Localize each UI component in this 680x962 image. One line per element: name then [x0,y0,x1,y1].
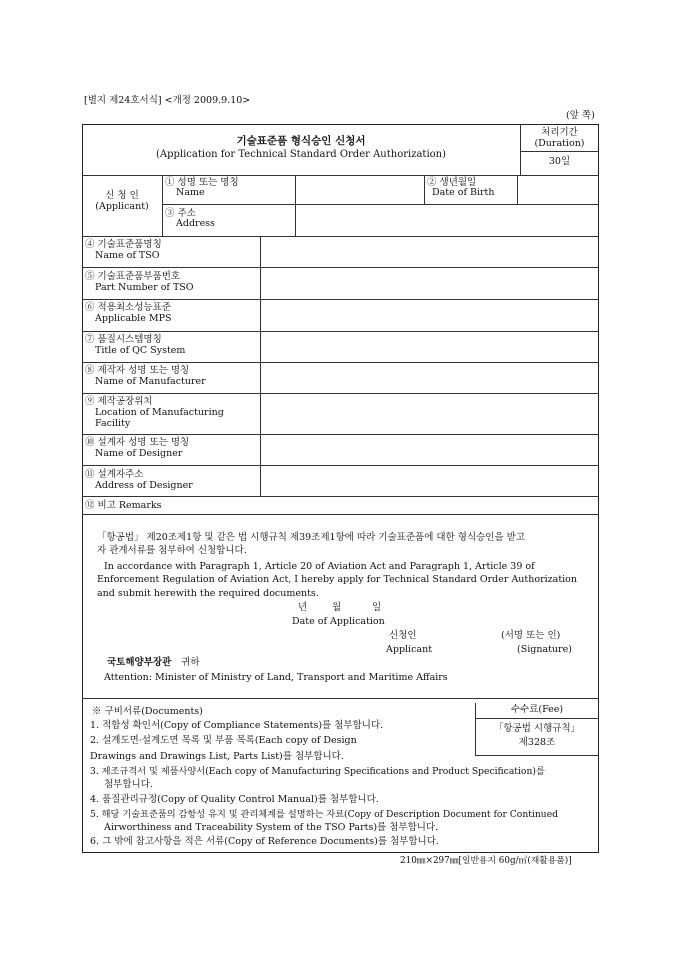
field-designer-address-ko: ⑪ 설계자주소 [85,469,144,480]
field-qc-en: Title of QC System [95,345,186,356]
applicant-address-ko: ③ 주소 [165,208,196,219]
applicant-sign-ko: 신청인 [389,630,417,641]
field-tso-name-en: Name of TSO [95,250,160,261]
remarks-label: ⑫ 비고 Remarks [85,500,162,511]
field-designer-en: Name of Designer [95,448,183,459]
field-designer-ko: ⑩ 설계자 성명 또는 명칭 [85,437,190,448]
document-item-1: 1. 적합성 확인서(Copy of Compliance Statements)를 첨부합니다. [90,720,384,731]
field-mps-ko: ⑥ 적용최소성능표준 [85,302,171,313]
field-manufacturer-ko: ⑧ 제작자 성명 또는 명칭 [85,365,190,376]
duration-value: 30일 [548,156,571,167]
fee-label: 수수료(Fee) [510,704,564,715]
documents-title: ※ 구비서류(Documents) [92,706,203,717]
declaration-ko-2: 자 관계서류를 첨부하여 신청합니다. [97,545,247,556]
date-en-label: Date of Application [292,616,385,627]
declaration-en-3: and submit herewith the required documents. [97,588,319,599]
recipient-ko: 국토해양부장관 귀하 [107,657,200,668]
paper-spec-footer: 210㎜×297㎜[일반용지 60g/㎡(재활용품)] [400,856,572,866]
date-day-label: 일 [372,602,382,613]
applicant-dob-en: Date of Birth [432,187,495,198]
document-item-2-cont: Drawings and Drawings List, Parts List)를 첨부합니다. [90,751,344,762]
field-facility-ko: ⑨ 제작공장위치 [85,396,153,407]
applicant-address-en: Address [176,218,215,229]
field-facility-en2: Facility [95,418,131,429]
page-side-label: (앞 쪽) [566,110,595,121]
document-item-5: 5. 해당 기술표준품의 감항성 유지 및 관리체계를 설명하는 자료(Copy of Description Document for Continued [90,809,559,820]
fee-article: 제328조 [518,737,556,748]
duration-label-en: (Duration) [534,138,585,149]
recipient-en: Attention: Minister of Ministry of Land, Transport and Maritime Affairs [104,672,448,683]
declaration-ko-1: 「항공법」 제20조제1항 및 같은 법 시행규칙 제39조제1항에 따라 기술표준품에 대한 형식승인을 받고 [97,532,526,543]
field-designer-address-en: Address of Designer [95,480,193,491]
signature-en: (Signature) [517,644,572,655]
field-mps-en: Applicable MPS [95,313,172,324]
signature-ko: (서명 또는 인) [501,630,561,641]
field-qc-ko: ⑦ 품질시스템명칭 [85,334,162,345]
date-year-label: 년 [298,602,308,613]
applicant-dob-ko: ② 생년월일 [427,177,477,188]
duration-label-ko: 처리기간 [541,127,578,138]
title-ko: 기술표준품 형식승인 신청서 [236,135,366,147]
date-month-label: 월 [332,602,342,613]
document-item-2: 2. 설계도면·설계도면 목록 및 부품 목록(Each copy of Design [90,735,357,746]
applicant-name-ko: ① 성명 또는 명칭 [165,177,239,188]
document-item-4: 4. 품질관리규정(Copy of Quality Control Manual)를 첨부합니다. [90,794,379,805]
form-number: [별지 제24호서식] <개정 2009.9.10> [84,95,251,106]
field-tso-part-en: Part Number of TSO [95,282,194,293]
declaration-en-1: In accordance with Paragraph 1, Article 20 of Aviation Act and Paragraph 1, Article 39 of [104,561,535,572]
fee-law: 「항공법 시행규칙」 [493,723,581,734]
document-item-5-cont: Airworthiness and Traceability System of the TSO Parts)를 첨부합니다. [104,822,439,833]
document-item-3-cont: 첨부합니다. [104,779,153,790]
title-en: (Application for Technical Standard Order Authorization) [155,149,447,160]
applicant-name-en: Name [176,187,205,198]
field-tso-name-ko: ④ 기술표준품명칭 [85,239,162,250]
document-item-6: 6. 그 밖에 참고사항을 적은 서류(Copy of Reference Documents)를 첨부합니다. [90,836,439,847]
applicant-sign-en: Applicant [386,644,433,655]
field-manufacturer-en: Name of Manufacturer [95,376,206,387]
field-tso-part-ko: ⑤ 기술표준품부품번호 [85,271,181,282]
applicant-label-en: (Applicant) [95,201,149,212]
declaration-en-2: Enforcement Regulation of Aviation Act, I hereby apply for Technical Standard Order Authorization [97,574,578,585]
field-facility-en: Location of Manufacturing [95,407,224,418]
applicant-label-ko: 신 청 인 [105,190,139,201]
document-item-3: 3. 제조규격서 및 제품사양서(Each copy of Manufacturing Specifications and Product Specification)를 [90,766,545,777]
